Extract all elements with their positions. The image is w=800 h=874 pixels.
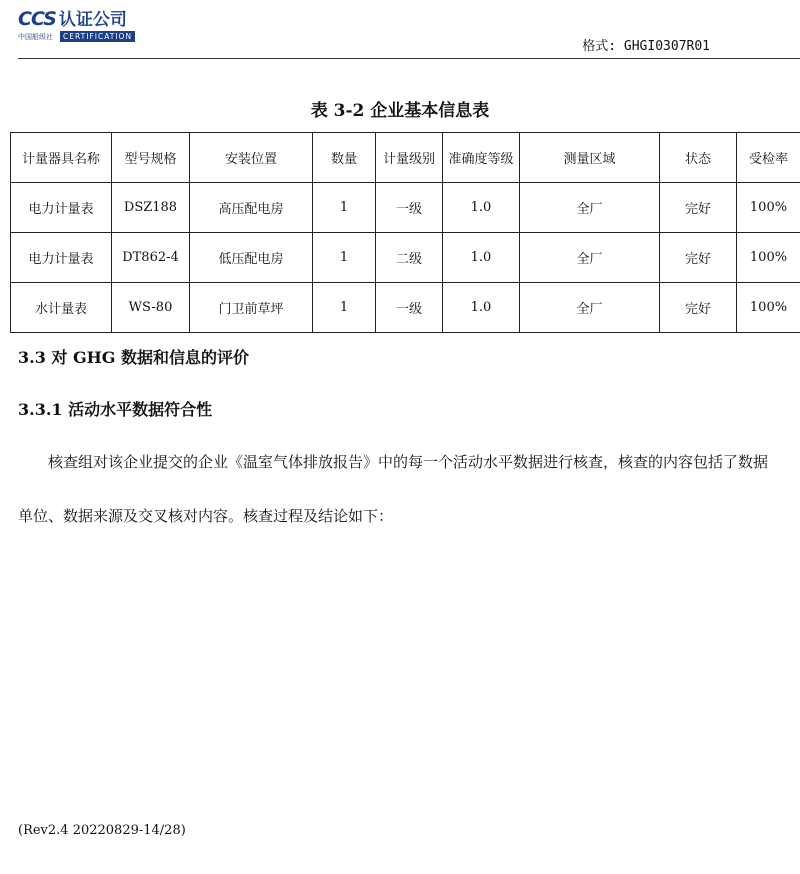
- column-header: 准确度等级: [443, 133, 520, 183]
- column-header: 测量区域: [520, 133, 660, 183]
- section-heading-3-3: 3.3 对 GHG 数据和信息的评价: [18, 348, 249, 367]
- table-cell: 低压配电房: [190, 233, 313, 283]
- table-cell: 电力计量表: [11, 233, 112, 283]
- table-cell: 100%: [737, 233, 800, 283]
- table-cell: 1: [313, 283, 376, 333]
- table-cell: 1.0: [443, 183, 520, 233]
- body-paragraph-line-2: 单位、数据来源及交叉核对内容。核查过程及结论如下：: [18, 507, 394, 525]
- table-cell: 全厂: [520, 183, 660, 233]
- table-cell: 完好: [660, 233, 737, 283]
- table-cell: 1.0: [443, 233, 520, 283]
- table-cell: WS-80: [112, 283, 190, 333]
- table-cell: 完好: [660, 283, 737, 333]
- table-cell: 全厂: [520, 283, 660, 333]
- table-cell: 1.0: [443, 283, 520, 333]
- column-header: 受检率: [737, 133, 800, 183]
- column-header: 状态: [660, 133, 737, 183]
- format-code: 格式: GHGI0307R01: [582, 39, 710, 54]
- header-divider: [18, 58, 800, 59]
- table-cell: 电力计量表: [11, 183, 112, 233]
- table-cell: 门卫前草坪: [190, 283, 313, 333]
- table-cell: 水计量表: [11, 283, 112, 333]
- logo-certification-text: CERTIFICATION: [60, 31, 135, 42]
- table-cell: 完好: [660, 183, 737, 233]
- table-row: [11, 283, 800, 333]
- table-header-row: [11, 133, 800, 183]
- table-cell: 二级: [376, 233, 443, 283]
- table-cell: 高压配电房: [190, 183, 313, 233]
- table-cell: 一级: [376, 183, 443, 233]
- table-cell: DSZ188: [112, 183, 190, 233]
- table-cell: 1: [313, 183, 376, 233]
- table-title: 表 3-2 企业基本信息表: [310, 101, 490, 121]
- column-header: 计量器具名称: [11, 133, 112, 183]
- table-cell: DT862-4: [112, 233, 190, 283]
- column-header: 数量: [313, 133, 376, 183]
- table-row: [11, 183, 800, 233]
- ccs-logo: [18, 5, 146, 43]
- logo-ccs-text: CCS: [18, 8, 56, 30]
- column-header: 型号规格: [112, 133, 190, 183]
- table-cell: 一级: [376, 283, 443, 333]
- body-paragraph-line-1: 核查组对该企业提交的企业《温室气体排放报告》中的每一个活动水平数据进行核查，核查的内容包括了数据: [48, 453, 769, 471]
- revision-footer: (Rev2.4 20220829-14/28): [18, 823, 186, 838]
- column-header: 安装位置: [190, 133, 313, 183]
- table-cell: 全厂: [520, 233, 660, 283]
- logo-small-text: 中国船级社: [18, 32, 53, 41]
- table-cell: 100%: [737, 283, 800, 333]
- table-cell: 100%: [737, 183, 800, 233]
- logo-chinese-text: 认证公司: [58, 10, 127, 30]
- table-row: [11, 233, 800, 283]
- table-cell: 1: [313, 233, 376, 283]
- column-header: 计量级别: [376, 133, 443, 183]
- enterprise-info-table: [10, 132, 800, 333]
- section-heading-3-3-1: 3.3.1 活动水平数据符合性: [18, 400, 213, 419]
